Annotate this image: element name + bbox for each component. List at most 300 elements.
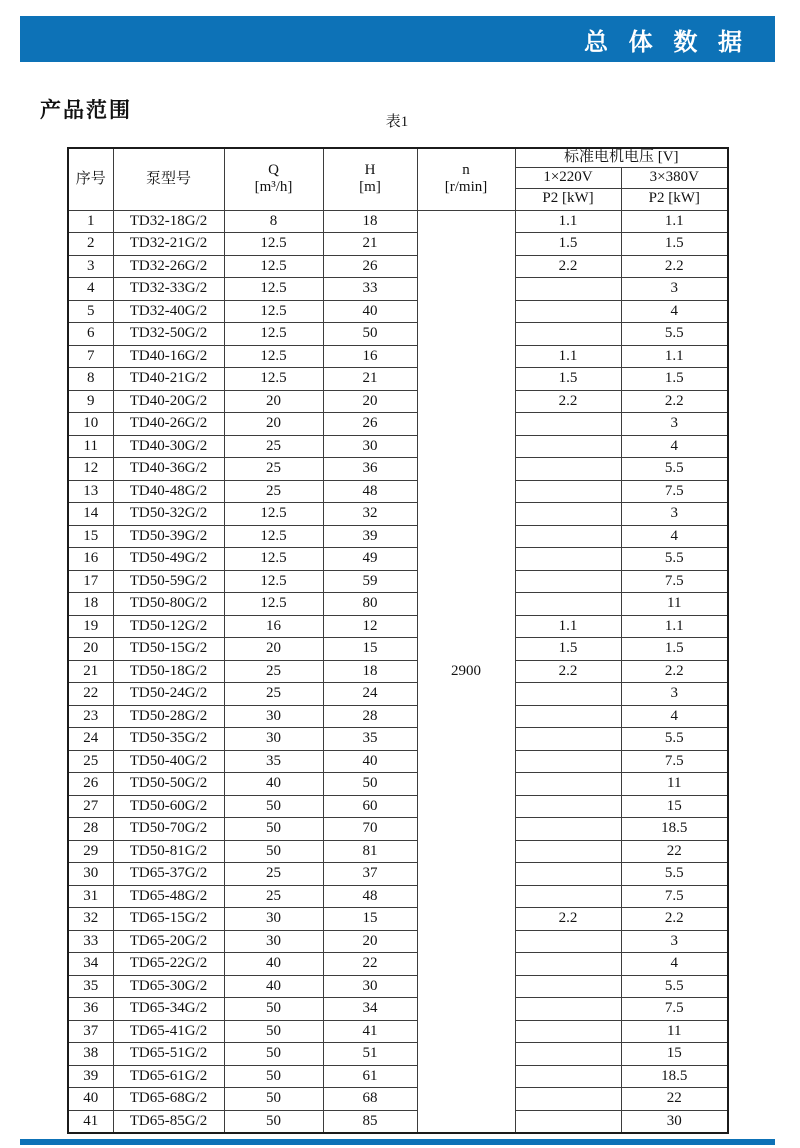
cell-model: TD50-35G/2 [113, 728, 224, 751]
cell-h: 59 [323, 570, 417, 593]
cell-h: 18 [323, 660, 417, 683]
cell-no: 21 [68, 660, 113, 683]
table-row [68, 278, 728, 301]
cell-model: TD65-68G/2 [113, 1088, 224, 1111]
cell-no: 36 [68, 998, 113, 1021]
cell-q: 12.5 [224, 570, 323, 593]
cell-p2-380: 5.5 [621, 728, 728, 751]
cell-p2-380: 2.2 [621, 255, 728, 278]
cell-q: 8 [224, 210, 323, 233]
cell-q: 50 [224, 1065, 323, 1088]
cell-p2-380: 7.5 [621, 885, 728, 908]
cell-h: 30 [323, 435, 417, 458]
cell-q: 40 [224, 975, 323, 998]
cell-model: TD65-22G/2 [113, 953, 224, 976]
cell-no: 35 [68, 975, 113, 998]
table-row [68, 750, 728, 773]
cell-p2-380: 3 [621, 930, 728, 953]
cell-p2-380: 1.1 [621, 345, 728, 368]
col-header-q-unit: [m³/h] [254, 179, 293, 196]
cell-q: 20 [224, 413, 323, 436]
cell-h: 34 [323, 998, 417, 1021]
table-row [68, 863, 728, 886]
cell-h: 61 [323, 1065, 417, 1088]
cell-h: 32 [323, 503, 417, 526]
cell-q: 12.5 [224, 278, 323, 301]
table-row [68, 705, 728, 728]
cell-q: 50 [224, 795, 323, 818]
col-header-no: 序号 [68, 148, 113, 210]
cell-q: 50 [224, 840, 323, 863]
cell-no: 8 [68, 368, 113, 391]
cell-h: 41 [323, 1020, 417, 1043]
cell-no: 37 [68, 1020, 113, 1043]
table-row [68, 840, 728, 863]
cell-model: TD50-50G/2 [113, 773, 224, 796]
cell-p2-380: 3 [621, 683, 728, 706]
cell-p2-220: 1.1 [515, 615, 621, 638]
table-row [68, 998, 728, 1021]
table-row [68, 795, 728, 818]
cell-h: 48 [323, 885, 417, 908]
cell-p2-380: 4 [621, 300, 728, 323]
cell-p2-220 [515, 885, 621, 908]
cell-q: 16 [224, 615, 323, 638]
cell-p2-380: 5.5 [621, 548, 728, 571]
cell-p2-220: 1.1 [515, 210, 621, 233]
cell-q: 50 [224, 1088, 323, 1111]
cell-p2-380: 7.5 [621, 480, 728, 503]
cell-no: 26 [68, 773, 113, 796]
cell-h: 20 [323, 390, 417, 413]
cell-p2-380: 5.5 [621, 975, 728, 998]
cell-no: 3 [68, 255, 113, 278]
cell-q: 12.5 [224, 525, 323, 548]
cell-no: 2 [68, 233, 113, 256]
cell-model: TD65-30G/2 [113, 975, 224, 998]
cell-model: TD50-80G/2 [113, 593, 224, 616]
cell-n-speed: 2900 [417, 210, 515, 1133]
cell-h: 35 [323, 728, 417, 751]
cell-model: TD40-20G/2 [113, 390, 224, 413]
cell-p2-380: 22 [621, 1088, 728, 1111]
cell-model: TD50-40G/2 [113, 750, 224, 773]
cell-model: TD32-40G/2 [113, 300, 224, 323]
cell-model: TD50-18G/2 [113, 660, 224, 683]
cell-h: 16 [323, 345, 417, 368]
cell-p2-220 [515, 795, 621, 818]
cell-p2-380: 1.1 [621, 615, 728, 638]
cell-model: TD50-28G/2 [113, 705, 224, 728]
cell-model: TD40-30G/2 [113, 435, 224, 458]
cell-model: TD50-59G/2 [113, 570, 224, 593]
cell-no: 5 [68, 300, 113, 323]
table-row [68, 908, 728, 931]
table-row [68, 615, 728, 638]
cell-model: TD65-15G/2 [113, 908, 224, 931]
cell-p2-380: 3 [621, 278, 728, 301]
table-row [68, 1110, 728, 1133]
cell-model: TD32-33G/2 [113, 278, 224, 301]
cell-p2-380: 30 [621, 1110, 728, 1133]
col-header-q-symbol: Q [268, 162, 279, 179]
table-row [68, 525, 728, 548]
cell-p2-220 [515, 570, 621, 593]
cell-p2-220 [515, 863, 621, 886]
col-header-h [323, 148, 417, 210]
cell-no: 32 [68, 908, 113, 931]
cell-no: 28 [68, 818, 113, 841]
table-row [68, 368, 728, 391]
col-header-h-unit: [m] [359, 179, 381, 196]
table-row [68, 1088, 728, 1111]
cell-h: 21 [323, 368, 417, 391]
cell-q: 25 [224, 480, 323, 503]
table-row [68, 300, 728, 323]
cell-model: TD50-49G/2 [113, 548, 224, 571]
table-row [68, 413, 728, 436]
cell-no: 19 [68, 615, 113, 638]
cell-p2-220 [515, 1110, 621, 1133]
cell-model: TD50-24G/2 [113, 683, 224, 706]
table-row [68, 1020, 728, 1043]
cell-p2-380: 1.1 [621, 210, 728, 233]
cell-h: 40 [323, 300, 417, 323]
cell-p2-380: 7.5 [621, 750, 728, 773]
col-header-220v: 1×220V [515, 167, 621, 188]
cell-q: 40 [224, 773, 323, 796]
cell-p2-380: 11 [621, 773, 728, 796]
cell-q: 25 [224, 660, 323, 683]
cell-h: 36 [323, 458, 417, 481]
table-row [68, 345, 728, 368]
cell-h: 21 [323, 233, 417, 256]
cell-model: TD32-21G/2 [113, 233, 224, 256]
cell-no: 31 [68, 885, 113, 908]
table-row [68, 818, 728, 841]
cell-p2-380: 4 [621, 525, 728, 548]
cell-no: 40 [68, 1088, 113, 1111]
cell-p2-380: 1.5 [621, 233, 728, 256]
cell-no: 22 [68, 683, 113, 706]
cell-model: TD65-34G/2 [113, 998, 224, 1021]
cell-p2-380: 4 [621, 435, 728, 458]
cell-p2-220: 2.2 [515, 390, 621, 413]
cell-no: 30 [68, 863, 113, 886]
cell-h: 26 [323, 255, 417, 278]
cell-no: 11 [68, 435, 113, 458]
table-row [68, 210, 728, 233]
cell-model: TD40-16G/2 [113, 345, 224, 368]
cell-p2-220: 2.2 [515, 660, 621, 683]
cell-h: 49 [323, 548, 417, 571]
cell-model: TD65-51G/2 [113, 1043, 224, 1066]
table-row [68, 593, 728, 616]
cell-no: 9 [68, 390, 113, 413]
col-header-n-unit: [r/min] [444, 179, 488, 196]
table-row [68, 975, 728, 998]
col-header-p2-380: P2 [kW] [621, 188, 728, 210]
cell-p2-380: 15 [621, 795, 728, 818]
cell-no: 34 [68, 953, 113, 976]
cell-p2-220: 1.5 [515, 233, 621, 256]
cell-no: 17 [68, 570, 113, 593]
cell-q: 20 [224, 390, 323, 413]
cell-p2-220 [515, 930, 621, 953]
table-caption: 表1 [385, 114, 409, 130]
cell-p2-380: 5.5 [621, 863, 728, 886]
cell-p2-380: 7.5 [621, 998, 728, 1021]
section-title: 产品范围 [40, 99, 132, 122]
cell-p2-380: 4 [621, 705, 728, 728]
cell-h: 15 [323, 908, 417, 931]
cell-p2-220: 1.1 [515, 345, 621, 368]
col-header-p2-220: P2 [kW] [515, 188, 621, 210]
table-row [68, 773, 728, 796]
cell-h: 24 [323, 683, 417, 706]
cell-q: 30 [224, 930, 323, 953]
cell-model: TD65-41G/2 [113, 1020, 224, 1043]
cell-h: 40 [323, 750, 417, 773]
table-body [68, 210, 728, 1133]
cell-h: 18 [323, 210, 417, 233]
cell-no: 18 [68, 593, 113, 616]
table-row [68, 660, 728, 683]
footer-bar [20, 1139, 775, 1145]
cell-p2-380: 7.5 [621, 570, 728, 593]
cell-model: TD65-61G/2 [113, 1065, 224, 1088]
cell-no: 12 [68, 458, 113, 481]
col-header-q [224, 148, 323, 210]
cell-no: 1 [68, 210, 113, 233]
cell-model: TD32-18G/2 [113, 210, 224, 233]
cell-model: TD50-12G/2 [113, 615, 224, 638]
cell-no: 33 [68, 930, 113, 953]
cell-q: 12.5 [224, 503, 323, 526]
cell-p2-220 [515, 458, 621, 481]
table-row [68, 930, 728, 953]
cell-p2-220 [515, 1088, 621, 1111]
cell-h: 30 [323, 975, 417, 998]
cell-h: 51 [323, 1043, 417, 1066]
cell-p2-380: 3 [621, 503, 728, 526]
cell-no: 14 [68, 503, 113, 526]
table-row [68, 953, 728, 976]
cell-no: 10 [68, 413, 113, 436]
cell-p2-220 [515, 525, 621, 548]
cell-h: 48 [323, 480, 417, 503]
cell-p2-220 [515, 773, 621, 796]
col-header-model: 泵型号 [113, 148, 224, 210]
cell-h: 70 [323, 818, 417, 841]
table-row [68, 638, 728, 661]
cell-p2-380: 2.2 [621, 660, 728, 683]
cell-h: 50 [323, 773, 417, 796]
header-bar [20, 16, 775, 62]
cell-p2-220 [515, 300, 621, 323]
cell-model: TD40-36G/2 [113, 458, 224, 481]
table-row [68, 683, 728, 706]
cell-model: TD50-81G/2 [113, 840, 224, 863]
cell-model: TD65-37G/2 [113, 863, 224, 886]
cell-h: 81 [323, 840, 417, 863]
cell-q: 35 [224, 750, 323, 773]
cell-no: 27 [68, 795, 113, 818]
cell-h: 68 [323, 1088, 417, 1111]
cell-p2-380: 11 [621, 593, 728, 616]
cell-p2-380: 3 [621, 413, 728, 436]
cell-q: 12.5 [224, 300, 323, 323]
cell-q: 25 [224, 863, 323, 886]
col-header-n [417, 148, 515, 210]
cell-no: 39 [68, 1065, 113, 1088]
cell-p2-220 [515, 503, 621, 526]
cell-p2-380: 22 [621, 840, 728, 863]
cell-p2-220 [515, 278, 621, 301]
cell-p2-220 [515, 1043, 621, 1066]
cell-no: 13 [68, 480, 113, 503]
cell-p2-220 [515, 683, 621, 706]
cell-q: 20 [224, 638, 323, 661]
cell-no: 15 [68, 525, 113, 548]
cell-h: 26 [323, 413, 417, 436]
cell-p2-220 [515, 750, 621, 773]
cell-q: 12.5 [224, 323, 323, 346]
table-header [68, 148, 728, 210]
cell-q: 25 [224, 458, 323, 481]
table-row [68, 390, 728, 413]
cell-p2-220 [515, 480, 621, 503]
cell-p2-220 [515, 705, 621, 728]
cell-h: 22 [323, 953, 417, 976]
cell-p2-380: 5.5 [621, 458, 728, 481]
cell-h: 85 [323, 1110, 417, 1133]
cell-q: 50 [224, 1110, 323, 1133]
cell-p2-220 [515, 435, 621, 458]
cell-q: 25 [224, 435, 323, 458]
table-row [68, 548, 728, 571]
cell-model: TD50-15G/2 [113, 638, 224, 661]
cell-model: TD65-85G/2 [113, 1110, 224, 1133]
cell-h: 80 [323, 593, 417, 616]
cell-p2-380: 2.2 [621, 908, 728, 931]
col-header-h-symbol: H [364, 162, 376, 179]
header-bar-title: 总 体 数 据 [583, 28, 749, 56]
cell-no: 20 [68, 638, 113, 661]
col-header-380v: 3×380V [621, 167, 728, 188]
cell-no: 16 [68, 548, 113, 571]
cell-q: 12.5 [224, 233, 323, 256]
table-row [68, 323, 728, 346]
cell-p2-220 [515, 1020, 621, 1043]
cell-q: 30 [224, 705, 323, 728]
cell-model: TD32-50G/2 [113, 323, 224, 346]
table-row [68, 480, 728, 503]
cell-p2-220: 1.5 [515, 368, 621, 391]
cell-p2-380: 11 [621, 1020, 728, 1043]
cell-q: 12.5 [224, 255, 323, 278]
cell-p2-220: 2.2 [515, 255, 621, 278]
cell-p2-220 [515, 975, 621, 998]
cell-p2-380: 18.5 [621, 1065, 728, 1088]
cell-p2-380: 2.2 [621, 390, 728, 413]
cell-p2-220: 1.5 [515, 638, 621, 661]
cell-p2-220: 2.2 [515, 908, 621, 931]
table-row [68, 233, 728, 256]
pump-spec-table [67, 147, 729, 1134]
table-row [68, 435, 728, 458]
cell-p2-220 [515, 413, 621, 436]
cell-model: TD40-21G/2 [113, 368, 224, 391]
cell-h: 12 [323, 615, 417, 638]
header-row-group [68, 148, 728, 167]
cell-q: 12.5 [224, 593, 323, 616]
cell-no: 6 [68, 323, 113, 346]
table-row [68, 885, 728, 908]
table-row [68, 503, 728, 526]
col-header-n-symbol: n [462, 162, 470, 179]
cell-p2-380: 18.5 [621, 818, 728, 841]
cell-no: 29 [68, 840, 113, 863]
cell-no: 24 [68, 728, 113, 751]
cell-q: 12.5 [224, 548, 323, 571]
cell-p2-220 [515, 323, 621, 346]
cell-q: 12.5 [224, 345, 323, 368]
col-header-voltage-group: 标准电机电压 [V] [515, 148, 728, 167]
table-row [68, 570, 728, 593]
cell-p2-220 [515, 840, 621, 863]
cell-h: 60 [323, 795, 417, 818]
cell-no: 38 [68, 1043, 113, 1066]
cell-model: TD40-48G/2 [113, 480, 224, 503]
cell-q: 25 [224, 683, 323, 706]
cell-h: 39 [323, 525, 417, 548]
table-row [68, 1043, 728, 1066]
cell-p2-380: 1.5 [621, 368, 728, 391]
cell-q: 50 [224, 998, 323, 1021]
cell-model: TD65-20G/2 [113, 930, 224, 953]
cell-model: TD50-39G/2 [113, 525, 224, 548]
cell-q: 40 [224, 953, 323, 976]
cell-no: 23 [68, 705, 113, 728]
cell-no: 41 [68, 1110, 113, 1133]
cell-h: 15 [323, 638, 417, 661]
cell-p2-220 [515, 593, 621, 616]
cell-h: 50 [323, 323, 417, 346]
cell-p2-220 [515, 1065, 621, 1088]
cell-model: TD50-60G/2 [113, 795, 224, 818]
cell-p2-380: 5.5 [621, 323, 728, 346]
cell-h: 20 [323, 930, 417, 953]
cell-no: 4 [68, 278, 113, 301]
table-row [68, 1065, 728, 1088]
cell-no: 25 [68, 750, 113, 773]
cell-model: TD40-26G/2 [113, 413, 224, 436]
table-row [68, 255, 728, 278]
cell-p2-380: 15 [621, 1043, 728, 1066]
cell-q: 30 [224, 908, 323, 931]
cell-p2-220 [515, 953, 621, 976]
cell-model: TD50-32G/2 [113, 503, 224, 526]
cell-h: 37 [323, 863, 417, 886]
cell-p2-220 [515, 818, 621, 841]
cell-h: 33 [323, 278, 417, 301]
cell-no: 7 [68, 345, 113, 368]
cell-h: 28 [323, 705, 417, 728]
cell-p2-220 [515, 998, 621, 1021]
cell-p2-380: 1.5 [621, 638, 728, 661]
cell-q: 50 [224, 818, 323, 841]
